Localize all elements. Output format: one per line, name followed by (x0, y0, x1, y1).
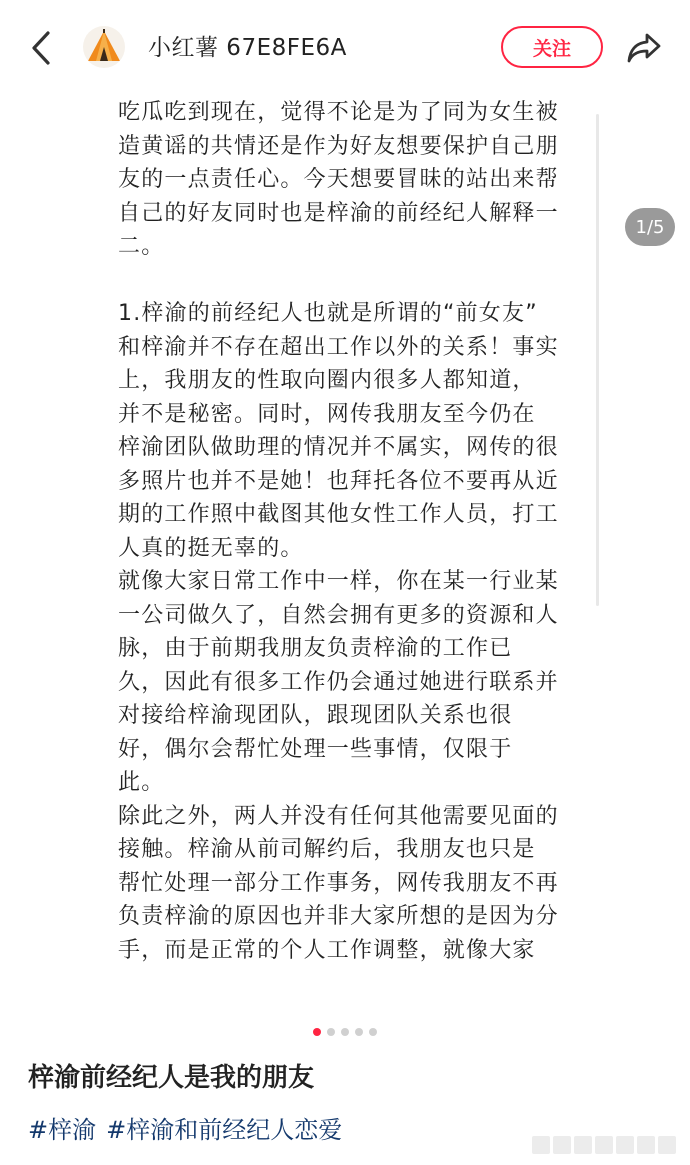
text-line: 一公司做久了，自然会拥有更多的资源和人 (118, 602, 559, 628)
back-button[interactable] (24, 28, 58, 68)
carousel-dot-active[interactable] (313, 1028, 321, 1036)
note-title: 梓渝前经纪人是我的朋友 (28, 1063, 315, 1093)
text-line: 除此之外，两人并没有任何其他需要见面的 (118, 803, 559, 829)
carousel-dot[interactable] (369, 1028, 377, 1036)
carousel-dot[interactable] (355, 1028, 363, 1036)
image-scrollbar (596, 114, 599, 606)
share-arrow-icon (626, 32, 662, 64)
carousel-dot[interactable] (327, 1028, 335, 1036)
text-line: 梓渝团队做助理的情况并不属实，网传的很 (118, 435, 559, 460)
text-line: 期的工作照中截图其他女性工作人员，打工 (118, 502, 559, 527)
text-line: 久，因此有很多工作仍会通过她进行联系并 (118, 669, 559, 695)
tag-list (28, 1110, 342, 1150)
text-line: 并不是秘密。同时，网传我朋友至今仍在 (118, 401, 536, 427)
text-line: 负责梓渝的原因也并非大家所想的是因为分 (118, 904, 559, 929)
carousel-dot[interactable] (341, 1028, 349, 1036)
tent-icon (84, 27, 124, 67)
text-line: 吃瓜吃到现在，觉得不论是为了同为女生被 (118, 100, 559, 125)
text-line: 自己的好友同时也是梓渝的前经纪人解释一 (118, 200, 559, 226)
text-line: 接触。梓渝从前司解约后，我朋友也只是 (118, 837, 536, 862)
text-line: 1.梓渝的前经纪人也就是所谓的“前女友” (118, 301, 538, 326)
follow-button[interactable]: 关注 (501, 26, 603, 68)
text-line: 脉，由于前期我朋友负责梓渝的工作已 (118, 636, 513, 661)
text-line: 多照片也并不是她！也拜托各位不要再从近 (118, 468, 559, 494)
chevron-left-icon (31, 31, 51, 65)
hashtag-link[interactable]: #梓渝和前经纪人恋爱 (106, 1116, 343, 1144)
text-line: 此。 (118, 770, 165, 795)
text-line: 手，而是正常的个人工作调整，就像大家 (118, 937, 536, 963)
text-line: 好，偶尔会帮忙处理一些事情，仅限于 (118, 736, 513, 762)
author-name[interactable]: 小红薯 67E8FE6A (148, 35, 347, 61)
avatar[interactable] (83, 26, 125, 68)
note-image-text (118, 96, 578, 967)
text-line: 友的一点责任心。今天想要冒昧的站出来帮 (118, 167, 559, 192)
share-button[interactable] (622, 26, 666, 70)
paragraph-gap (118, 264, 578, 298)
carousel-dots (0, 1028, 690, 1038)
text-line: 上，我朋友的性取向圈内很多人都知道， (118, 368, 536, 393)
image-page-indicator: 1/5 (625, 208, 675, 246)
top-bar (0, 0, 690, 96)
text-line: 对接给梓渝现团队，跟现团队关系也很 (118, 703, 513, 728)
watermark (532, 1133, 678, 1157)
text-line: 就像大家日常工作中一样，你在某一行业某 (118, 569, 559, 594)
text-line: 人真的挺无辜的。 (118, 535, 304, 561)
text-line: 二。 (118, 234, 165, 259)
text-line: 和梓渝并不存在超出工作以外的关系！事实 (118, 334, 559, 360)
hashtag-link[interactable]: #梓渝 (28, 1116, 97, 1144)
text-line: 帮忙处理一部分工作事务，网传我朋友不再 (118, 870, 559, 896)
text-line: 造黄谣的共情还是作为好友想要保护自己朋 (118, 133, 559, 159)
note-image-carousel[interactable] (0, 96, 690, 1016)
